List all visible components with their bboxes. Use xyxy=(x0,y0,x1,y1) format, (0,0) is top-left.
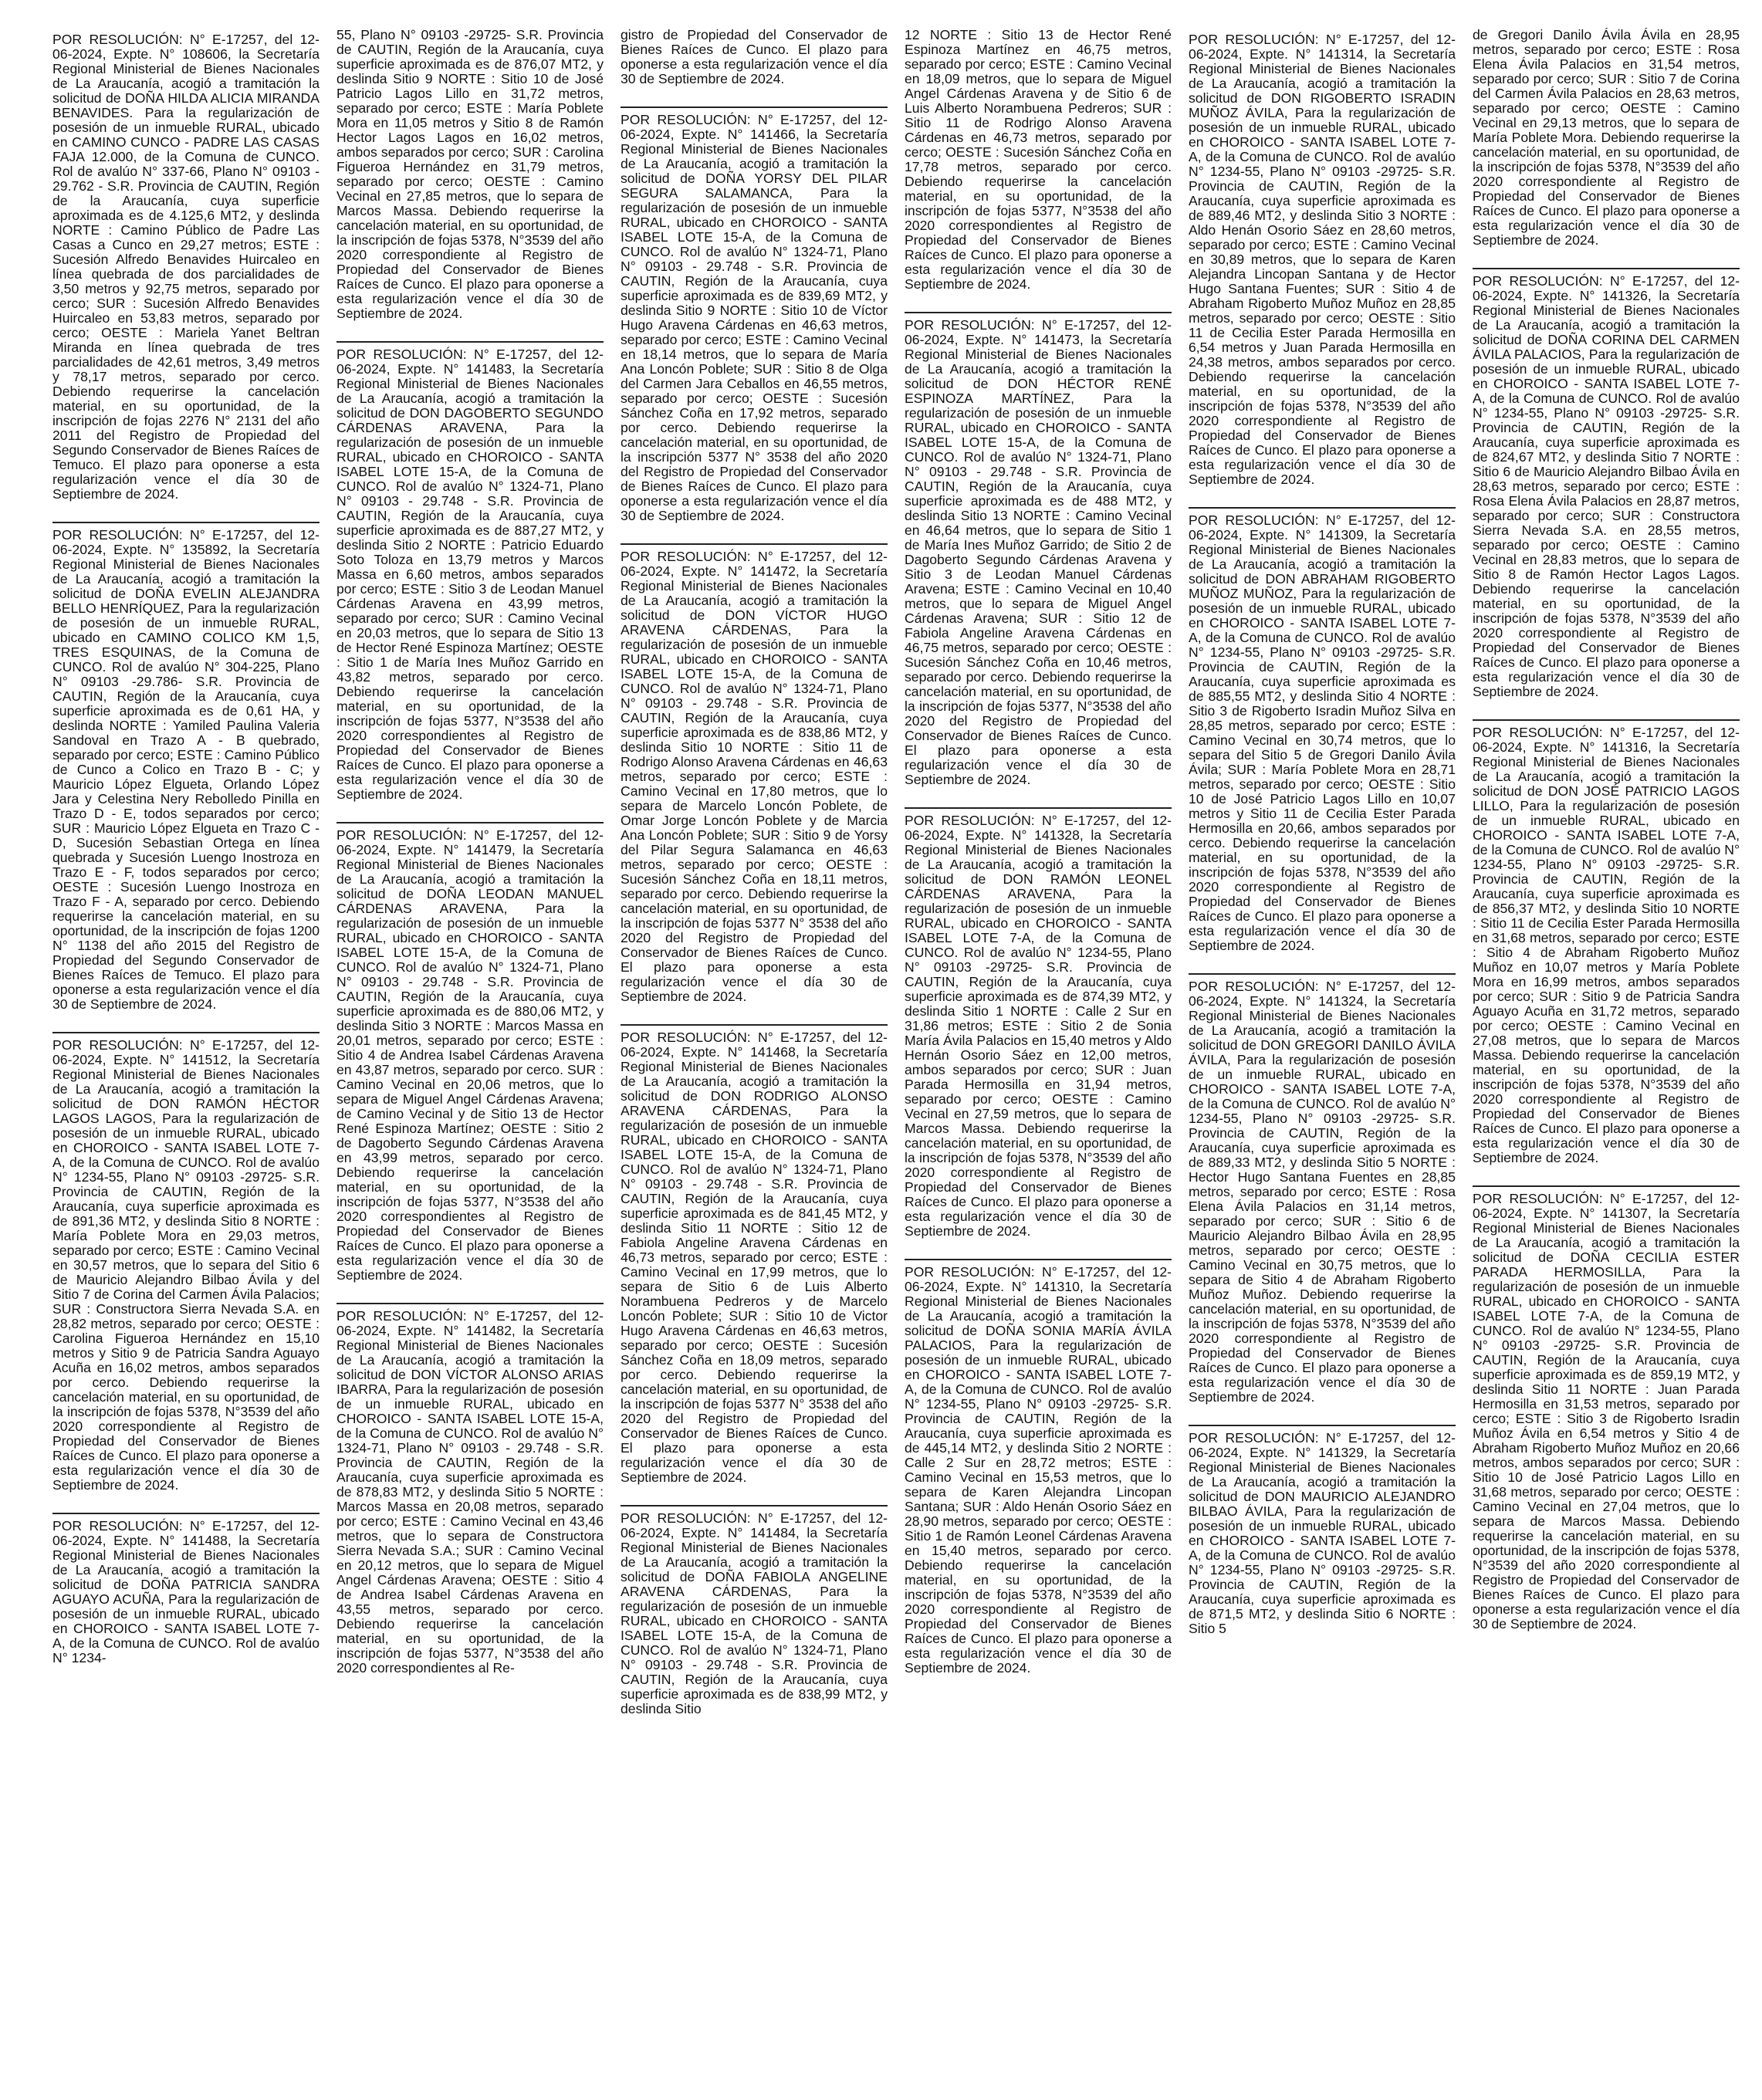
legal-notice: POR RESOLUCIÓN: N° E-17257, del 12-06-2024, Expte. N° 141473, la Secretaría Regional Ministerial de Bienes Nacionales de La Araucanía, acogió a tramitación la solicitud de DON HÉCTOR RENÉ ESPINOZA MARTÍNEZ, Para la regularización de posesión de un inmueble RURAL, ubicado en CHOROICO - SANTA ISABEL LOTE 15-A, de la Comuna de CUNCO. Rol de avalúo N° 1324-71, Plano N° 09103 - 29.748 - S.R. Provincia de CAUTIN, Región de la Araucanía, cuya superficie aproximada es de 488 MT2, y deslinda Sitio 13 NORTE : Camino Vecinal en 46,64 metros, que lo separa de Sitio 1 de María Ines Muñoz Garrido; de Sitio 2 de Dagoberto Segundo Cárdenas Aravena y Sitio 3 de Leodan Manuel Cárdenas Aravena; ESTE : Camino Vecinal en 10,40 metros, que lo separa de Miguel Angel Cárdenas Aravena; SUR : Sitio 12 de Fabiola Angeline Aravena Cárdenas en 46,75 metros, separado por cerco; OESTE : Sucesión Sánchez Coña en 10,46 metros, separado por cerco. Debiendo requerirse la cancelación material, en su oportunidad, de la inscripción de fojas 5377, N°3538 del año 2020 del Registro de Propiedad del Conservador de Bienes Raíces de Cunco. El plazo para oponerse a esta regularización vence el día 30 de Septiembre de 2024. xyxy=(905,312,1172,787)
column-3 xyxy=(621,28,888,2065)
column-2 xyxy=(337,28,604,2065)
legal-notice: POR RESOLUCIÓN: N° E-17257, del 12-06-2024, Expte. N° 141479, la Secretaría Regional Ministerial de Bienes Nacionales de La Araucanía, acogió a tramitación la solicitud de DOÑA LEODAN MANUEL CÁRDENAS ARAVENA, Para la regularización de posesión de un inmueble RURAL, ubicado en CHOROICO - SANTA ISABEL LOTE 15-A, de la Comuna de CUNCO. Rol de avalúo N° 1324-71, Plano N° 09103 - 29.748 - S.R. Provincia de CAUTIN, Región de la Araucanía, cuya superficie aproximada es de 880,06 MT2, y deslinda Sitio 3 NORTE : Marcos Massa en 20,01 metros, separado por cerco; ESTE : Sitio 4 de Andrea Isabel Cárdenas Aravena en 43,87 metros, separado por cerco. SUR : Camino Vecinal en 20,06 metros, que lo separa de Miguel Angel Cárdenas Aravena; de Camino Vecinal y de Sitio 13 de Hector René Espinoza Martínez; OESTE : Sitio 2 de Dagoberto Segundo Cárdenas Aravena en 43,99 metros, separado por cerco. Debiendo requerirse la cancelación material, en su oportunidad, de la inscripción de fojas 5377, N°3538 del año 2020 correspondientes al Registro de Propiedad del Conservador de Bienes Raíces de Cunco. El plazo para oponerse a esta regularización vence el día 30 de Septiembre de 2024. xyxy=(337,822,604,1283)
legal-notice: POR RESOLUCIÓN: N° E-17257, del 12-06-2024, Expte. N° 135892, la Secretaría Regional Ministerial de Bienes Nacionales de La Araucanía, acogió a tramitación la solicitud de DOÑA EVELIN ALEJANDRA BELLO HENRÍQUEZ, Para la regularización de posesión de un inmueble RURAL, ubicado en CAMINO COLICO KM 1,5, TRES ESQUINAS, de la Comuna de CUNCO. Rol de avalúo N° 304-225, Plano N° 09103 -29.786- S.R. Provincia de CAUTIN, Región de la Araucanía, cuya superficie aproximada es de 0,61 HA, y deslinda NORTE : Yamiled Paulina Valeria Sandoval en Trazo A - B quebrado, separado por cerco; ESTE : Camino Público de Cunco a Colico en Trazo B - C; y Mauricio López Elgueta, Orlando López Jara y Celestina Nery Rebolledo Pinilla en Trazo D - E, todos separados por cerco; SUR : Mauricio López Elgueta en Trazo C - D, Sucesión Sebastian Ortega en línea quebrada y Sucesión Luengo Inostroza en Trazo E - F, todos separados por cerco; OESTE : Sucesión Luengo Inostroza en Trazo F - A, separado por cerco. Debiendo requerirse la cancelación material, en su oportunidad, de la inscripción de fojas 1200 N° 1138 del año 2015 del Registro de Propiedad del Segundo Conservador de Bienes Raíces de Temuco. El plazo para oponerse a esta regularización vence el día 30 de Septiembre de 2024. xyxy=(52,522,320,1012)
legal-notice-continuation: 55, Plano N° 09103 -29725- S.R. Provincia de CAUTIN, Región de la Araucanía, cuya superficie aproximada es de 876,07 MT2, y deslinda Sitio 9 NORTE : Sitio 10 de José Patricio Lagos Lillo en 31,72 metros, separado por cerco; ESTE : María Poblete Mora en 11,05 metros y Sitio 8 de Ramón Hector Lagos Lagos en 16,02 metros, ambos separados por cerco; SUR : Carolina Figueroa Hernández en 31,79 metros, separado por cerco; OESTE : Camino Vecinal en 27,85 metros, que lo separa de Marcos Massa. Debiendo requerirse la cancelación material, en su oportunidad, de la inscripción de fojas 5378, N°3539 del año 2020 correspondiente al Registro de Propiedad del Conservador de Bienes Raíces de Cunco. El plazo para oponerse a esta regularización vence el día 30 de Septiembre de 2024. xyxy=(337,28,604,321)
column-5 xyxy=(1189,28,1456,2065)
legal-notice: POR RESOLUCIÓN: N° E-17257, del 12-06-2024, Expte. N° 141329, la Secretaría Regional Ministerial de Bienes Nacionales de La Araucanía, acogió a tramitación la solicitud de DON MAURICIO ALEJANDRO BILBAO ÁVILA, Para la regularización de posesión de un inmueble RURAL, ubicado en CHOROICO - SANTA ISABEL LOTE 7-A, de la Comuna de CUNCO. Rol de avalúo N° 1234-55, Plano N° 09103 -29725- S.R. Provincia de CAUTIN, Región de la Araucanía, cuya superficie aproximada es de 871,5 MT2, y deslinda Sitio 6 NORTE : Sitio 5 xyxy=(1189,1425,1456,1636)
legal-notice: POR RESOLUCIÓN: N° E-17257, del 12-06-2024, Expte. N° 141484, la Secretaría Regional Ministerial de Bienes Nacionales de La Araucanía, acogió a tramitación la solicitud de DOÑA FABIOLA ANGELINE ARAVENA CÁRDENAS, Para la regularización de posesión de un inmueble RURAL, ubicado en CHOROICO - SANTA ISABEL LOTE 15-A, de la Comuna de CUNCO. Rol de avalúo N° 1324-71, Plano N° 09103 - 29.748 - S.R. Provincia de CAUTIN, Región de la Araucanía, cuya superficie aproximada es de 838,99 MT2, y deslinda Sitio xyxy=(621,1505,888,1716)
legal-notice: POR RESOLUCIÓN: N° E-17257, del 12-06-2024, Expte. N° 141472, la Secretaría Regional Ministerial de Bienes Nacionales de La Araucanía, acogió a tramitación la solicitud de DON VÍCTOR HUGO ARAVENA CÁRDENAS, Para la regularización de posesión de un inmueble RURAL, ubicado en CHOROICO - SANTA ISABEL LOTE 15-A, de la Comuna de CUNCO. Rol de avalúo N° 1324-71, Plano N° 09103 - 29.748 - S.R. Provincia de CAUTIN, Región de la Araucanía, cuya superficie aproximada es de 838,86 MT2, y deslinda Sitio 10 NORTE : Sitio 11 de Rodrigo Alonso Aravena Cárdenas en 46,63 metros, separado por cerco; ESTE : Camino Vecinal en 17,80 metros, que lo separa de Marcelo Loncón Poblete, de Omar Jorge Loncón Poblete y de Marcia Ana Loncón Poblete; SUR : Sitio 9 de Yorsy del Pilar Segura Salamanca en 46,63 metros, separado por cerco; OESTE : Sucesión Sánchez Coña en 18,11 metros, separado por cerco. Debiendo requerirse la cancelación material, en su oportunidad, de la inscripción de fojas 5377 N° 3538 del año 2020 del Registro de Propiedad del Conservador de Bienes Raíces de Cunco. El plazo para oponerse a esta regularización vence el día 30 de Septiembre de 2024. xyxy=(621,543,888,1004)
legal-notice: POR RESOLUCIÓN: N° E-17257, del 12-06-2024, Expte. N° 141316, la Secretaría Regional Ministerial de Bienes Nacionales de La Araucanía, acogió a tramitación la solicitud de DON JOSÉ PATRICIO LAGOS LILLO, Para la regularización de posesión de un inmueble RURAL, ubicado en CHOROICO - SANTA ISABEL LOTE 7-A, de la Comuna de CUNCO. Rol de avalúo N° 1234-55, Plano N° 09103 -29725- S.R. Provincia de CAUTIN, Región de la Araucanía, cuya superficie aproximada es de 856,37 MT2, y deslinda Sitio 10 NORTE : Sitio 11 de Cecilia Ester Parada Hermosilla en 31,68 metros, separado por cerco; ESTE : Sitio 4 de Abraham Rigoberto Muñoz Muñoz en 10,07 metros y María Poblete Mora en 16,99 metros, ambos separados por cerco; SUR : Sitio 9 de Patricia Sandra Aguayo Acuña en 31,72 metros, separado por cerco; OESTE : Camino Vecinal en 27,08 metros, que lo separa de Marcos Massa. Debiendo requerirse la cancelación material, en su oportunidad, de la inscripción de fojas 5378, N°3539 del año 2020 correspondiente al Registro de Propiedad del Conservador de Bienes Raíces de Cunco. El plazo para oponerse a esta regularización vence el día 30 de Septiembre de 2024. xyxy=(1473,719,1740,1165)
legal-notice: POR RESOLUCIÓN: N° E-17257, del 12-06-2024, Expte. N° 108606, la Secretaría Regional Ministerial de Bienes Nacionales de La Araucanía, acogió a tramitación la solicitud de DOÑA HILDA ALICIA MIRANDA BENAVIDES. Para la regularización de posesión de un inmueble RURAL, ubicado en CAMINO CUNCO - PADRE LAS CASAS FAJA 12.000, de la Comuna de CUNCO. Rol de avalúo N° 337-66, Plano N° 09103 - 29.762 - S.R. Provincia de CAUTIN, Región de la Araucanía, cuya superficie aproximada es de 4.125,6 MT2, y deslinda NORTE : Camino Público de Padre Las Casas a Cunco en 29,27 metros; ESTE : Sucesión Alfredo Benavides Huircaleo en línea quebrada de dos parcialidades de 3,50 metros y 92,75 metros, separado por cerco; SUR : Sucesión Alfredo Benavides Huircaleo en 53,83 metros, separado por cerco; OESTE : Mariela Yanet Beltran Miranda en línea quebrada de tres parcialidades de 42,61 metros, 3,49 metros y 78,17 metros, separado por cerco. Debiendo requerirse la cancelación material, en su oportunidad, de la inscripción de fojas 2276 N° 2131 del año 2011 del Registro de Propiedad del Segundo Conservador de Bienes Raíces de Temuco. El plazo para oponerse a esta regularización vence el día 30 de Septiembre de 2024. xyxy=(52,32,320,502)
column-6 xyxy=(1473,28,1740,2065)
legal-notice-continuation: de Gregori Danilo Ávila Ávila en 28,95 metros, separado por cerco; ESTE : Rosa Elena Ávila Palacios en 31,54 metros, separado por cerco; SUR : Sitio 7 de Corina del Carmen Ávila Palacios en 28,63 metros, separado por cerco; OESTE : Camino Vecinal en 29,13 metros, que lo separa de María Poblete Mora. Debiendo requerirse la cancelación material, en su oportunidad, de la inscripción de fojas 5378, N°3539 del año 2020 correspondiente al Registro de Propiedad del Conservador de Bienes Raíces de Cunco. El plazo para oponerse a esta regularización vence el día 30 de Septiembre de 2024. xyxy=(1473,28,1740,248)
legal-notice: POR RESOLUCIÓN: N° E-17257, del 12-06-2024, Expte. N° 141326, la Secretaría Regional Ministerial de Bienes Nacionales de La Araucanía, acogió a tramitación la solicitud de DOÑA CORINA DEL CARMEN ÁVILA PALACIOS, Para la regularización de posesión de un inmueble RURAL, ubicado en CHOROICO - SANTA ISABEL LOTE 7-A, de la Comuna de CUNCO. Rol de avalúo N° 1234-55, Plano N° 09103 -29725- S.R. Provincia de CAUTIN, Región de la Araucanía, cuya superficie aproximada es de 824,67 MT2, y deslinda Sitio 7 NORTE : Sitio 6 de Mauricio Alejandro Bilbao Ávila en 28,63 metros, separado por cerco; ESTE : Rosa Elena Ávila Palacios en 28,87 metros, separado por cerco; SUR : Constructora Sierra Nevada S.A. en 28,55 metros, separado por cerco; OESTE : Camino Vecinal en 28,83 metros, que lo separa de Sitio 8 de Ramón Hector Lagos Lagos. Debiendo requerirse la cancelación material, en su oportunidad, de la inscripción de fojas 5378, N°3539 del año 2020 correspondiente al Registro de Propiedad del Conservador de Bienes Raíces de Cunco. El plazo para oponerse a esta regularización vence el día 30 de Septiembre de 2024. xyxy=(1473,268,1740,699)
legal-notice: POR RESOLUCIÓN: N° E-17257, del 12-06-2024, Expte. N° 141488, la Secretaría Regional Ministerial de Bienes Nacionales de La Araucanía, acogió a tramitación la solicitud de DOÑA PATRICIA SANDRA AGUAYO ACUÑA, Para la regularización de posesión de un inmueble RURAL, ubicado en CHOROICO - SANTA ISABEL LOTE 7-A, de la Comuna de CUNCO. Rol de avalúo N° 1234- xyxy=(52,1513,320,1665)
legal-notice: POR RESOLUCIÓN: N° E-17257, del 12-06-2024, Expte. N° 141314, la Secretaría Regional Ministerial de Bienes Nacionales de La Araucanía, acogió a tramitación la solicitud de DON RIGOBERTO ISRADIN MUÑOZ ÁVILA, Para la regularización de posesión de un inmueble RURAL, ubicado en CHOROICO - SANTA ISABEL LOTE 7-A, de la Comuna de CUNCO. Rol de avalúo N° 1234-55, Plano N° 09103 -29725- S.R. Provincia de CAUTIN, Región de la Araucanía, cuya superficie aproximada es de 889,46 MT2, y deslinda Sitio 3 NORTE : Aldo Henán Osorio Sáez en 28,60 metros, separado por cerco; ESTE : Camino Vecinal en 30,89 metros, que lo separa de Karen Alejandra Lincopan Santana y de Hector Hugo Santana Fuentes; SUR : Sitio 4 de Abraham Rigoberto Muñoz Muñoz en 28,85 metros, separado por cerco; OESTE : Sitio 11 de Cecilia Ester Parada Hermosilla en 6,54 metros y Juan Parada Hermosilla en 24,38 metros, ambos separados por cerco. Debiendo requerirse la cancelación material, en su oportunidad, de la inscripción de fojas 5378, N°3539 del año 2020 correspondiente al Registro de Propiedad del Conservador de Bienes Raíces de Cunco. El plazo para oponerse a esta regularización vence el día 30 de Septiembre de 2024. xyxy=(1189,32,1456,487)
legal-notice: POR RESOLUCIÓN: N° E-17257, del 12-06-2024, Expte. N° 141482, la Secretaría Regional Ministerial de Bienes Nacionales de La Araucanía, acogió a tramitación la solicitud de DON VÍCTOR ALONSO ARIAS IBARRA, Para la regularización de posesión de un inmueble RURAL, ubicado en CHOROICO - SANTA ISABEL LOTE 15-A, de la Comuna de CUNCO. Rol de avalúo N° 1324-71, Plano N° 09103 - 29.748 - S.R. Provincia de CAUTIN, Región de la Araucanía, cuya superficie aproximada es de 878,83 MT2, y deslinda Sitio 5 NORTE : Marcos Massa en 20,08 metros, separado por cerco; ESTE : Camino Vecinal en 43,46 metros, que lo separa de Constructora Sierra Nevada S.A.; SUR : Camino Vecinal en 20,12 metros, que lo separa de Miguel Angel Cárdenas Aravena; OESTE : Sitio 4 de Andrea Isabel Cárdenas Aravena en 43,55 metros, separado por cerco. Debiendo requerirse la cancelación material, en su oportunidad, de la inscripción de fojas 5377, N°3538 del año 2020 correspondientes al Re- xyxy=(337,1303,604,1676)
legal-notice-continuation: gistro de Propiedad del Conservador de Bienes Raíces de Cunco. El plazo para oponerse a esta regularización vence el día 30 de Septiembre de 2024. xyxy=(621,28,888,86)
column-4 xyxy=(905,28,1172,2065)
legal-notice: POR RESOLUCIÓN: N° E-17257, del 12-06-2024, Expte. N° 141307, la Secretaría Regional Ministerial de Bienes Nacionales de La Araucanía, acogió a tramitación la solicitud de DOÑA CECILIA ESTER PARADA HERMOSILLA, Para la regularización de posesión de un inmueble RURAL, ubicado en CHOROICO - SANTA ISABEL LOTE 7-A, de la Comuna de CUNCO. Rol de avalúo N° 1234-55, Plano N° 09103 -29725- S.R. Provincia de CAUTIN, Región de la Araucanía, cuya superficie aproximada es de 859,19 MT2, y deslinda Sitio 11 NORTE : Juan Parada Hermosilla en 31,53 metros, separado por cerco; ESTE : Sitio 3 de Rigoberto Isradin Muñoz Ávila en 6,54 metros y Sitio 4 de Abraham Rigoberto Muñoz Muñoz en 20,66 metros, ambos separados por cerco; SUR : Sitio 10 de José Patricio Lagos Lillo en 31,68 metros, separado por cerco; OESTE : Camino Vecinal en 27,04 metros, que lo separa de Marcos Massa. Debiendo requerirse la cancelación material, en su oportunidad, de la inscripción de fojas 5378, N°3539 del año 2020 correspondiente al Registro de Propiedad del Conservador de Bienes Raíces de Cunco. El plazo para oponerse a esta regularización vence el día 30 de Septiembre de 2024. xyxy=(1473,1185,1740,1632)
legal-notice: POR RESOLUCIÓN: N° E-17257, del 12-06-2024, Expte. N° 141466, la Secretaría Regional Ministerial de Bienes Nacionales de La Araucanía, acogió a tramitación la solicitud de DOÑA YORSY DEL PILAR SEGURA SALAMANCA, Para la regularización de posesión de un inmueble RURAL, ubicado en CHOROICO - SANTA ISABEL LOTE 15-A, de la Comuna de CUNCO. Rol de avalúo N° 1324-71, Plano N° 09103 - 29.748 - S.R. Provincia de CAUTIN, Región de la Araucanía, cuya superficie aproximada es de 839,69 MT2, y deslinda Sitio 9 NORTE : Sitio 10 de Víctor Hugo Aravena Cárdenas en 46,63 metros, separado por cerco; ESTE : Camino Vecinal en 18,14 metros, que lo separa de María Ana Loncón Poblete; SUR : Sitio 8 de Olga del Carmen Jara Ceballos en 46,55 metros, separado por cerco; OESTE : Sucesión Sánchez Coña en 17,92 metros, separado por cerco. Debiendo requerirse la cancelación material, en su oportunidad, de la inscripción 5377 N° 3538 del año 2020 del Registro de Propiedad del Conservador de Bienes Raíces de Cunco. El plazo para oponerse a esta regularización vence el día 30 de Septiembre de 2024. xyxy=(621,107,888,523)
legal-notice: POR RESOLUCIÓN: N° E-17257, del 12-06-2024, Expte. N° 141512, la Secretaría Regional Ministerial de Bienes Nacionales de La Araucanía, acogió a tramitación la solicitud de DON RAMÓN HÉCTOR LAGOS LAGOS, Para la regularización de posesión de un inmueble RURAL, ubicado en CHOROICO - SANTA ISABEL LOTE 7-A, de la Comuna de CUNCO. Rol de avalúo N° 1234-55, Plano N° 09103 -29725- S.R. Provincia de CAUTIN, Región de la Araucanía, cuya superficie aproximada es de 891,36 MT2, y deslinda Sitio 8 NORTE : María Poblete Mora en 29,03 metros, separado por cerco; ESTE : Camino Vecinal en 30,57 metros, que lo separa del Sitio 6 de Mauricio Alejandro Bilbao Ávila y del Sitio 7 de Corina del Carmen Ávila Palacios; SUR : Constructora Sierra Nevada S.A. en 28,82 metros, separado por cerco; OESTE : Carolina Figueroa Hernández en 15,10 metros y Sitio 9 de Patricia Sandra Aguayo Acuña en 16,02 metros, ambos separados por cerco. Debiendo requerirse la cancelación material, en su oportunidad, de la inscripción de fojas 5378, N°3539 del año 2020 correspondiente al Registro de Propiedad del Conservador de Bienes Raíces de Cunco. El plazo para oponerse a esta regularización vence el día 30 de Septiembre de 2024. xyxy=(52,1032,320,1493)
column-1 xyxy=(52,28,320,2065)
legal-notice: POR RESOLUCIÓN: N° E-17257, del 12-06-2024, Expte. N° 141324, la Secretaría Regional Ministerial de Bienes Nacionales de La Araucanía, acogió a tramitación la solicitud de DON GREGORI DANILO ÁVILA ÁVILA, Para la regularización de posesión de un inmueble RURAL, ubicado en CHOROICO - SANTA ISABEL LOTE 7-A, de la Comuna de CUNCO. Rol de avalúo N° 1234-55, Plano N° 09103 -29725- S.R. Provincia de CAUTIN, Región de la Araucanía, cuya superficie aproximada es de 889,33 MT2, y deslinda Sitio 5 NORTE : Hector Hugo Santana Fuentes en 28,85 metros, separado por cerco; ESTE : Rosa Elena Ávila Palacios en 31,14 metros, separado por cerco; SUR : Sitio 6 de Mauricio Alejandro Bilbao Ávila en 28,95 metros, separado por cerco; OESTE : Camino Vecinal en 30,75 metros, que lo separa de Sitio 4 de Abraham Rigoberto Muñoz Muñoz. Debiendo requerirse la cancelación material, en su oportunidad, de la inscripción de fojas 5378, N°3539 del año 2020 correspondiente al Registro de Propiedad del Conservador de Bienes Raíces de Cunco. El plazo para oponerse a esta regularización vence el día 30 de Septiembre de 2024. xyxy=(1189,973,1456,1405)
legal-notice: POR RESOLUCIÓN: N° E-17257, del 12-06-2024, Expte. N° 141328, la Secretaría Regional Ministerial de Bienes Nacionales de La Araucanía, acogió a tramitación la solicitud de DON RAMÓN LEONEL CÁRDENAS ARAVENA, Para la regularización de posesión de un inmueble RURAL, ubicado en CHOROICO - SANTA ISABEL LOTE 7-A, de la Comuna de CUNCO. Rol de avalúo N° 1234-55, Plano N° 09103 -29725- S.R. Provincia de CAUTIN, Región de la Araucanía, cuya superficie aproximada es de 874,39 MT2, y deslinda Sitio 1 NORTE : Calle 2 Sur en 31,86 metros; ESTE : Sitio 2 de Sonia María Ávila Palacios en 15,40 metros y Aldo Hernán Osorio Sáez en 12,00 metros, ambos separados por cerco; SUR : Juan Parada Hermosilla en 31,94 metros, separado por cerco; OESTE : Camino Vecinal en 27,59 metros, que lo separa de Marcos Massa. Debiendo requerirse la cancelación material, en su oportunidad, de la inscripción de fojas 5378, N°3539 del año 2020 correspondiente al Registro de Propiedad del Conservador de Bienes Raíces de Cunco. El plazo para oponerse a esta regularización vence el día 30 de Septiembre de 2024. xyxy=(905,807,1172,1239)
legal-notice: POR RESOLUCIÓN: N° E-17257, del 12-06-2024, Expte. N° 141309, la Secretaría Regional Ministerial de Bienes Nacionales de La Araucanía, acogió a tramitación la solicitud de DON ABRAHAM RIGOBERTO MUÑOZ MUÑOZ, Para la regularización de posesión de un inmueble RURAL, ubicado en CHOROICO - SANTA ISABEL LOTE 7-A, de la Comuna de CUNCO. Rol de avalúo N° 1234-55, Plano N° 09103 -29725- S.R. Provincia de CAUTIN, Región de la Araucanía, cuya superficie aproximada es de 885,55 MT2, y deslinda Sitio 4 NORTE : Sitio 3 de Rigoberto Isradin Muñoz Silva en 28,85 metros, separado por cerco; ESTE : Camino Vecinal en 30,74 metros, que lo separa del Sitio 5 de Gregori Danilo Ávila Ávila; SUR : María Poblete Mora en 28,71 metros, separado por cerco; OESTE : Sitio 10 de José Patricio Lagos Lillo en 10,07 metros y Sitio 11 de Cecilia Ester Parada Hermosilla en 20,66, ambos separados por cerco. Debiendo requerirse la cancelación material, en su oportunidad, de la inscripción de fojas 5378, N°3539 del año 2020 correspondiente al Registro de Propiedad del Conservador de Bienes Raíces de Cunco. El plazo para oponerse a esta regularización vence el día 30 de Septiembre de 2024. xyxy=(1189,507,1456,953)
legal-notice-continuation: 12 NORTE : Sitio 13 de Hector René Espinoza Martínez en 46,75 metros, separado por cerco; ESTE : Camino Vecinal en 18,09 metros, que lo separa de Miguel Angel Cárdenas Aravena y de Sitio 6 de Luis Alberto Norambuena Pedreros; SUR : Sitio 11 de Rodrigo Alonso Aravena Cárdenas en 46,73 metros, separado por cerco; OESTE : Sucesión Sánchez Coña en 17,78 metros, separado por cerco. Debiendo requerirse la cancelación material, en su oportunidad, de la inscripción de fojas 5377, N°3538 del año 2020 correspondientes al Registro de Propiedad del Conservador de Bienes Raíces de Cunco. El plazo para oponerse a esta regularización vence el día 30 de Septiembre de 2024. xyxy=(905,28,1172,292)
legal-notice: POR RESOLUCIÓN: N° E-17257, del 12-06-2024, Expte. N° 141310, la Secretaría Regional Ministerial de Bienes Nacionales de La Araucanía, acogió a tramitación la solicitud de DOÑA SONIA MARÍA ÁVILA PALACIOS, Para la regularización de posesión de un inmueble RURAL, ubicado en CHOROICO - SANTA ISABEL LOTE 7-A, de la Comuna de CUNCO. Rol de avalúo N° 1234-55, Plano N° 09103 -29725- S.R. Provincia de CAUTIN, Región de la Araucanía, cuya superficie aproximada es de 445,14 MT2, y deslinda Sitio 2 NORTE : Calle 2 Sur en 28,72 metros; ESTE : Camino Vecinal en 15,53 metros, que lo separa de Karen Alejandra Lincopan Santana; SUR : Aldo Henán Osorio Sáez en 28,90 metros, separado por cerco; OESTE : Sitio 1 de Ramón Leonel Cárdenas Aravena en 15,40 metros, separado por cerco. Debiendo requerirse la cancelación material, en su oportunidad, de la inscripción de fojas 5378, N°3539 del año 2020 correspondiente al Registro de Propiedad del Conservador de Bienes Raíces de Cunco. El plazo para oponerse a esta regularización vence el día 30 de Septiembre de 2024. xyxy=(905,1259,1172,1676)
legal-notice: POR RESOLUCIÓN: N° E-17257, del 12-06-2024, Expte. N° 141468, la Secretaría Regional Ministerial de Bienes Nacionales de La Araucanía, acogió a tramitación la solicitud de DON RODRIGO ALONSO ARAVENA CÁRDENAS, Para la regularización de posesión de un inmueble RURAL, ubicado en CHOROICO - SANTA ISABEL LOTE 15-A, de la Comuna de CUNCO. Rol de avalúo N° 1324-71, Plano N° 09103 - 29.748 - S.R. Provincia de CAUTIN, Región de la Araucanía, cuya superficie aproximada es de 841,45 MT2, y deslinda Sitio 11 NORTE : Sitio 12 de Fabiola Angeline Aravena Cárdenas en 46,73 metros, separado por cerco; ESTE : Camino Vecinal en 17,99 metros, que lo separa de Sitio 6 de Luis Alberto Norambuena Pedreros y de Marcelo Loncón Poblete; SUR : Sitio 10 de Victor Hugo Aravena Cárdenas en 46,63 metros, separado por cerco; OESTE : Sucesión Sánchez Coña en 18,09 metros, separado por cerco. Debiendo requerirse la cancelación material, en su oportunidad, de la inscripción de fojas 5377 N° 3538 del año 2020 del Registro de Propiedad del Conservador de Bienes Raíces de Cunco. El plazo para oponerse a esta regularización vence el día 30 de Septiembre de 2024. xyxy=(621,1024,888,1485)
notices-page xyxy=(52,28,1740,2065)
legal-notice: POR RESOLUCIÓN: N° E-17257, del 12-06-2024, Expte. N° 141483, la Secretaría Regional Ministerial de Bienes Nacionales de La Araucanía, acogió a tramitación la solicitud de DON DAGOBERTO SEGUNDO CÁRDENAS ARAVENA, Para la regularización de posesión de un inmueble RURAL, ubicado en CHOROICO - SANTA ISABEL LOTE 15-A, de la Comuna de CUNCO. Rol de avalúo N° 1324-71, Plano N° 09103 - 29.748 - S.R. Provincia de CAUTIN, Región de la Araucanía, cuya superficie aproximada es de 887,27 MT2, y deslinda Sitio 2 NORTE : Patricio Eduardo Soto Toloza en 13,79 metros y Marcos Massa en 6,60 metros, ambos separados por cerco; ESTE : Sitio 3 de Leodan Manuel Cárdenas Aravena en 43,99 metros, separado por cerco; SUR : Camino Vecinal en 20,03 metros, que lo separa de Sitio 13 de Hector René Espinoza Martínez; OESTE : Sitio 1 de María Ines Muñoz Garrido en 43,82 metros, separado por cerco. Debiendo requerirse la cancelación material, en su oportunidad, de la inscripción de fojas 5377, N°3538 del año 2020 correspondientes al Registro de Propiedad del Conservador de Bienes Raíces de Cunco. El plazo para oponerse a esta regularización vence el día 30 de Septiembre de 2024. xyxy=(337,341,604,802)
